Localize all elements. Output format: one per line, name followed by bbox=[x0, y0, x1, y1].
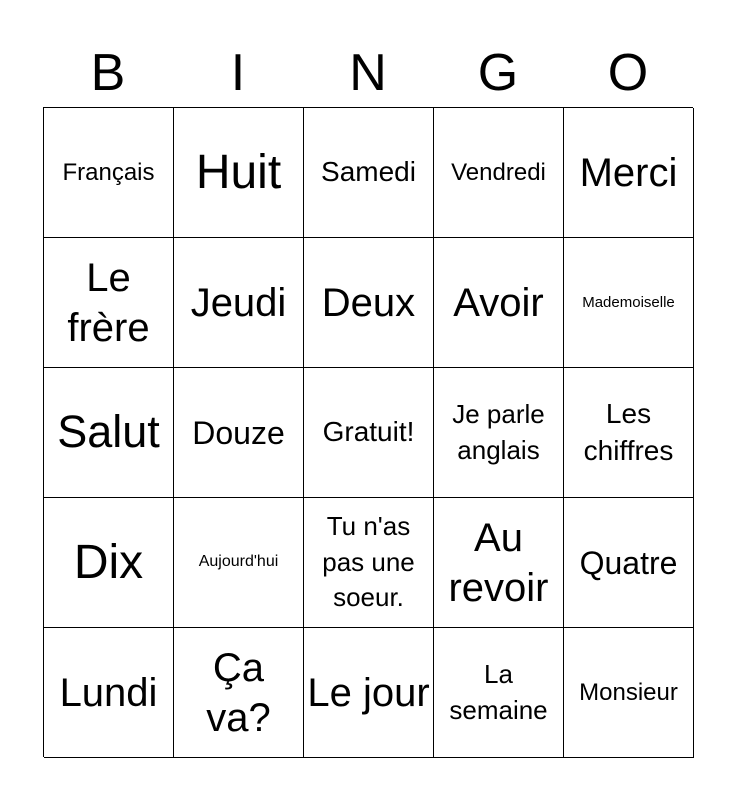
bingo-board bbox=[43, 107, 693, 757]
bingo-cell[interactable] bbox=[304, 368, 434, 498]
bingo-cell[interactable] bbox=[564, 498, 694, 628]
cell-text: Dix bbox=[73, 535, 144, 589]
bingo-cell[interactable] bbox=[564, 368, 694, 498]
cell-text: Douze bbox=[192, 414, 285, 451]
bingo-cell[interactable] bbox=[304, 498, 434, 628]
bingo-cell[interactable] bbox=[304, 628, 434, 758]
cell-text: Au revoir bbox=[448, 515, 549, 610]
cell-text: Monsieur bbox=[579, 678, 678, 706]
bingo-cell[interactable] bbox=[174, 108, 304, 238]
cell-text: Le jour bbox=[307, 670, 430, 715]
cell-text: Jeudi bbox=[190, 280, 287, 325]
bingo-cell[interactable] bbox=[44, 628, 174, 758]
cell-text: Vendredi bbox=[451, 158, 546, 186]
cell-text: La semaine bbox=[449, 658, 548, 725]
cell-text: Deux bbox=[321, 280, 416, 325]
bingo-cell[interactable] bbox=[304, 108, 434, 238]
bingo-header bbox=[43, 40, 693, 106]
bingo-cell[interactable] bbox=[174, 498, 304, 628]
cell-text: Le frère bbox=[67, 255, 150, 350]
cell-text: Les chiffres bbox=[583, 398, 674, 466]
header-letter-i: I bbox=[230, 44, 246, 102]
bingo-cell[interactable] bbox=[174, 238, 304, 368]
bingo-cell[interactable] bbox=[564, 108, 694, 238]
cell-text: Merci bbox=[579, 150, 678, 195]
cell-text: Aujourd'hui bbox=[198, 553, 279, 571]
cell-text: Samedi bbox=[321, 156, 416, 188]
bingo-cell[interactable] bbox=[44, 238, 174, 368]
bingo-cell[interactable] bbox=[434, 498, 564, 628]
cell-text: Je parle anglais bbox=[452, 398, 545, 465]
cell-text: Avoir bbox=[453, 280, 544, 325]
bingo-cell[interactable] bbox=[174, 368, 304, 498]
bingo-cell[interactable] bbox=[434, 238, 564, 368]
bingo-cell[interactable] bbox=[564, 238, 694, 368]
bingo-cell[interactable] bbox=[434, 628, 564, 758]
header-letter-o: O bbox=[607, 44, 649, 102]
bingo-cell[interactable] bbox=[434, 368, 564, 498]
cell-text: Ça va? bbox=[206, 645, 271, 740]
cell-text: Salut bbox=[57, 406, 160, 458]
bingo-cell[interactable] bbox=[434, 108, 564, 238]
cell-text: Mademoiselle bbox=[582, 293, 675, 311]
cell-text: Gratuit! bbox=[322, 416, 415, 448]
cell-text: Huit bbox=[195, 145, 282, 199]
cell-text: Français bbox=[62, 158, 155, 186]
bingo-cell[interactable] bbox=[304, 238, 434, 368]
header-letter-g: G bbox=[477, 44, 519, 102]
header-letter-n: N bbox=[349, 44, 387, 102]
cell-text: Lundi bbox=[59, 670, 158, 715]
bingo-cell[interactable] bbox=[44, 498, 174, 628]
cell-text: Quatre bbox=[579, 544, 678, 581]
bingo-cell[interactable] bbox=[44, 368, 174, 498]
cell-text: Tu n'as pas une soeur. bbox=[322, 510, 415, 613]
header-letter-b: B bbox=[90, 44, 126, 102]
bingo-cell[interactable] bbox=[44, 108, 174, 238]
bingo-cell[interactable] bbox=[564, 628, 694, 758]
bingo-cell[interactable] bbox=[174, 628, 304, 758]
